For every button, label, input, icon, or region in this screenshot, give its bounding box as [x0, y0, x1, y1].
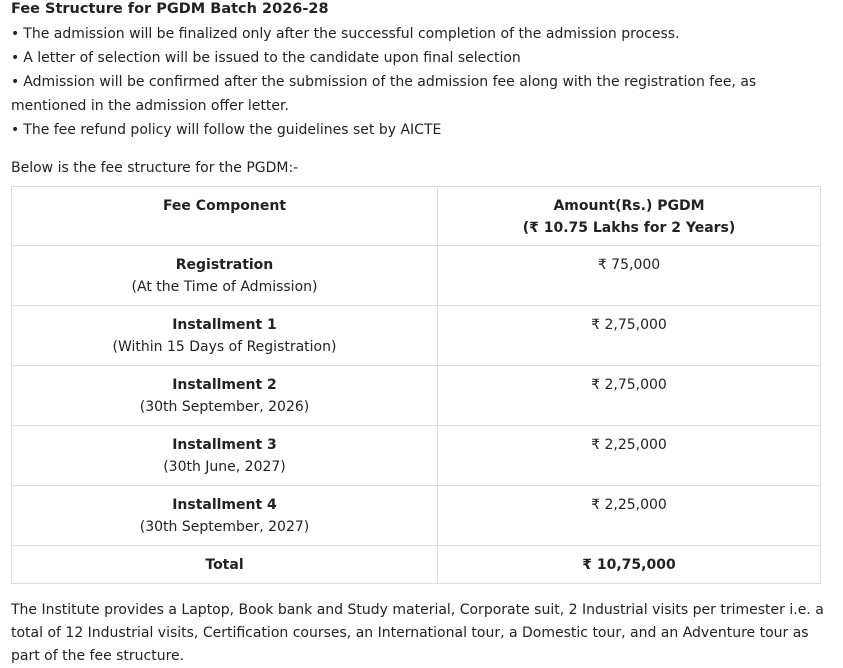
fee-component-cell [12, 426, 438, 486]
table-row [12, 246, 821, 306]
component-note: (30th September, 2026) [139, 399, 310, 415]
table-header-row [12, 187, 821, 246]
component-name: Registration [175, 257, 274, 273]
admission-notes-list [11, 22, 833, 142]
component-name: Installment 2 [172, 377, 277, 393]
table-row [12, 366, 821, 426]
table-row [12, 426, 821, 486]
header-amount [438, 187, 821, 246]
list-item-text: A letter of selection will be issued to the candidate upon final selection [23, 50, 521, 66]
bullet-icon: • [11, 122, 20, 138]
total-amount: ₹ 10,75,000 [438, 546, 821, 584]
list-item-text: Admission will be confirmed after the submission of the admission fee along with the registration fee, as mentioned in the admission offer letter. [11, 74, 757, 114]
fee-structure-section [11, 0, 833, 180]
component-note: (At the Time of Admission) [131, 279, 318, 295]
header-amount-line2: (₹ 10.75 Lakhs for 2 Years) [522, 220, 736, 236]
fee-component-cell [12, 486, 438, 546]
amount-cell: ₹ 2,25,000 [438, 486, 821, 546]
list-item [11, 118, 833, 142]
section-heading: Fee Structure for PGDM Batch 2026-28 [11, 1, 329, 17]
total-row [12, 546, 821, 584]
table-row [12, 486, 821, 546]
bullet-icon: • [11, 26, 20, 42]
component-note: (30th June, 2027) [163, 459, 286, 475]
list-item [11, 70, 833, 118]
table-row [12, 306, 821, 366]
list-item-text: The admission will be finalized only after the successful completion of the admission process. [23, 26, 680, 42]
component-name: Installment 4 [172, 497, 277, 513]
inclusions-note: The Institute provides a Laptop, Book bank and Study material, Corporate suit, 2 Industrial visits per trimester i.e. a total of 12 Industrial visits, Certification courses, an International tour, a Domestic tour, and an Adventure tour as part of the fee structure. [11, 602, 824, 664]
bullet-icon: • [11, 74, 20, 90]
list-item [11, 46, 833, 70]
total-label: Total [12, 546, 438, 584]
fee-component-cell [12, 366, 438, 426]
fee-table [11, 186, 821, 584]
component-note: (Within 15 Days of Registration) [112, 339, 337, 355]
amount-cell: ₹ 2,75,000 [438, 306, 821, 366]
fee-component-cell [12, 246, 438, 306]
bullet-icon: • [11, 50, 20, 66]
header-fee-component: Fee Component [12, 187, 438, 246]
list-item-text: The fee refund policy will follow the guidelines set by AICTE [23, 122, 442, 138]
table-intro: Below is the fee structure for the PGDM:- [11, 160, 299, 176]
component-note: (30th September, 2027) [139, 519, 310, 535]
component-name: Installment 1 [172, 317, 277, 333]
component-name: Installment 3 [172, 437, 277, 453]
amount-cell: ₹ 2,75,000 [438, 366, 821, 426]
header-amount-line1: Amount(Rs.) PGDM [553, 198, 705, 214]
list-item [11, 22, 833, 46]
fee-component-cell [12, 306, 438, 366]
amount-cell: ₹ 75,000 [438, 246, 821, 306]
amount-cell: ₹ 2,25,000 [438, 426, 821, 486]
